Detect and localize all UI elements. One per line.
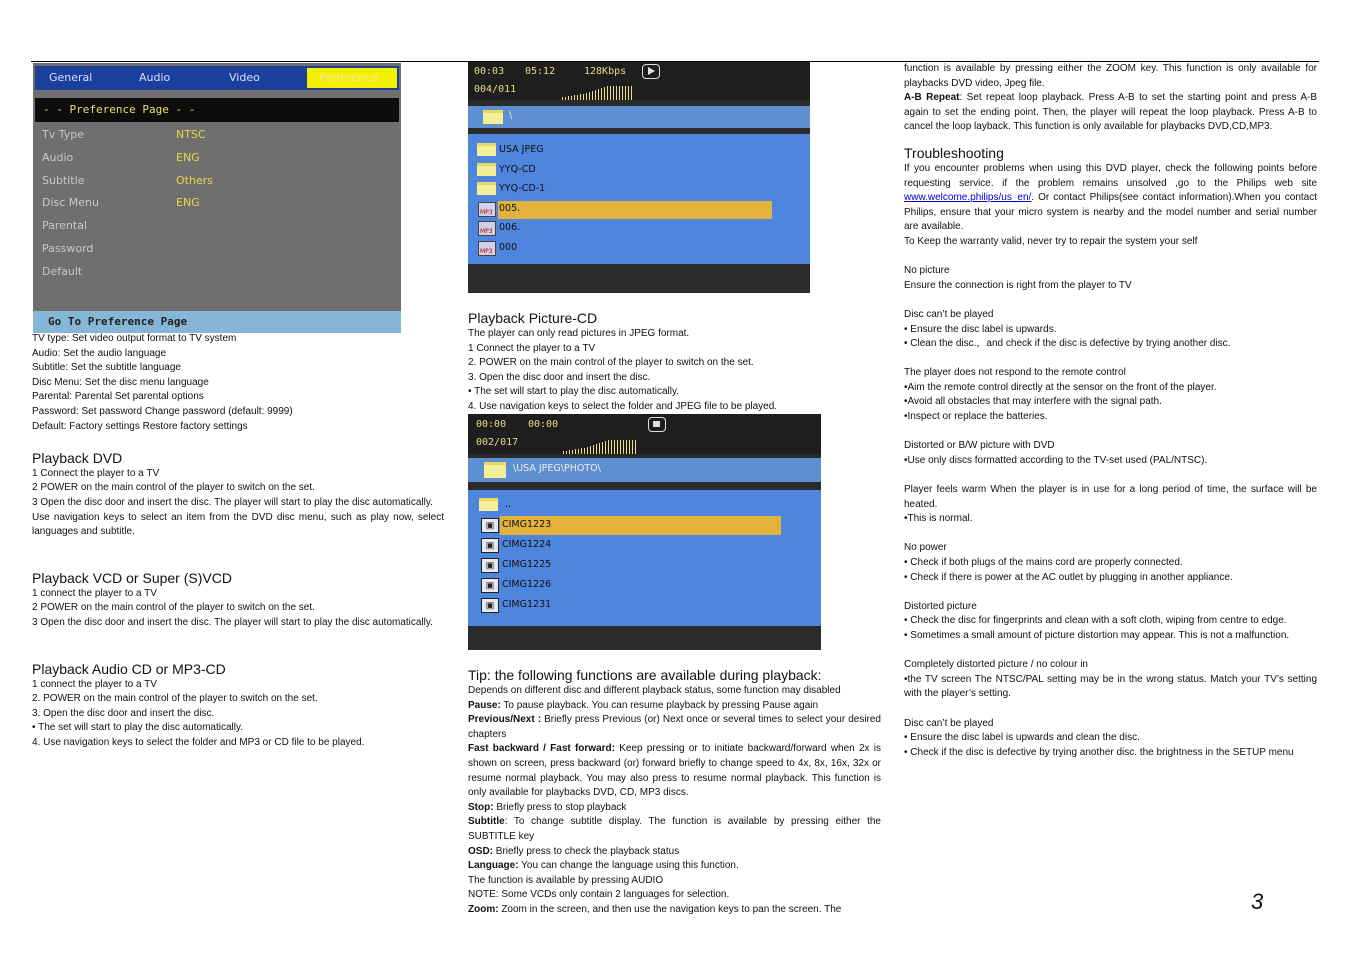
issue-heading: Completely distorted picture / no colour in bbox=[904, 659, 1088, 671]
paragraph: 2 POWER on the main control of the player to switch on the set. bbox=[32, 602, 315, 614]
paragraph: • The set will start to play the disc automatically. bbox=[468, 386, 679, 398]
term: A-B Repeat bbox=[904, 92, 960, 104]
folder-path: \ bbox=[509, 110, 513, 121]
paragraph bbox=[468, 859, 881, 874]
image-file-icon: ▣ bbox=[481, 538, 499, 553]
mp3-file-icon: MP3 bbox=[478, 241, 496, 256]
list-item[interactable]: YYQ-CD bbox=[499, 164, 536, 175]
play-icon bbox=[642, 64, 660, 79]
list-item[interactable]: 005. bbox=[499, 203, 521, 214]
paragraph: 1 Connect the player to a TV bbox=[468, 342, 596, 354]
paragraph: • Clean the disc.，and check if the disc is defective by trying another disc. bbox=[904, 338, 1231, 350]
total-time: 00:00 bbox=[528, 419, 559, 430]
folder-icon bbox=[479, 498, 498, 511]
paragraph: Player feels warm When the player is in use for a long period of time, the surface will be heated. bbox=[904, 484, 1317, 510]
definition: Briefly press to check the playback status bbox=[493, 845, 680, 857]
middle-column-bottom bbox=[468, 666, 881, 918]
term: Previous/Next : bbox=[468, 714, 542, 726]
menu-item-default[interactable]: Default bbox=[42, 265, 83, 278]
elapsed-time: 00:00 bbox=[476, 419, 507, 430]
paragraph: •Use only discs formatted according to the TV-set used (PAL/NTSC). bbox=[904, 454, 1208, 466]
paragraph: NOTE: Some VCDs only contain 2 languages for selection. bbox=[468, 889, 730, 901]
paragraph: • Ensure the disc label is upwards. bbox=[904, 323, 1057, 335]
folder-path-bar bbox=[468, 106, 810, 128]
paragraph: 4. Use navigation keys to select the folder and MP3 or CD file to be played. bbox=[32, 736, 365, 748]
tab-audio[interactable]: Audio bbox=[139, 71, 171, 84]
paragraph: •Aim the remote control directly at the sensor on the front of the player. bbox=[904, 381, 1217, 393]
playback-dvd-heading: Playback DVD bbox=[32, 449, 123, 466]
issue-heading: Distorted picture bbox=[904, 600, 977, 612]
menu-item-disc-menu[interactable]: Disc Menu bbox=[42, 196, 100, 209]
setting-desc: Disc Menu: Set the disc menu language bbox=[32, 376, 209, 388]
definition: Zoom in the screen, and then use the navigation keys to pan the screen. The bbox=[498, 903, 842, 915]
list-item[interactable]: .. bbox=[505, 499, 512, 510]
paragraph: To Keep the warranty valid, never try to repair the system your self bbox=[904, 235, 1198, 247]
paragraph: The player can only read pictures in JPEG format. bbox=[468, 328, 690, 339]
tab-preference[interactable]: Preference bbox=[307, 68, 397, 88]
paragraph: 2. POWER on the main control of the player to switch on the set. bbox=[468, 357, 754, 369]
folder-icon bbox=[484, 462, 506, 478]
paragraph: • Ensure the disc label is upwards and clean the disc. bbox=[904, 732, 1140, 744]
menu-value-audio: ENG bbox=[176, 151, 200, 164]
text: . Or contact Philips(see contact information).When you contact Philips, ensure that your micro system is nearby and the model number and serial number are available. bbox=[904, 192, 1317, 233]
playback-vcd-heading: Playback VCD or Super (S)VCD bbox=[32, 569, 232, 586]
paragraph: 4. Use navigation keys to select the folder and JPEG file to be played. bbox=[468, 400, 778, 412]
menu-item-tv-type[interactable]: Tv Type bbox=[42, 128, 84, 141]
tab-video[interactable]: Video bbox=[229, 71, 260, 84]
definition: Briefly press to stop playback bbox=[493, 801, 627, 813]
paragraph: • Sometimes a small amount of picture distortion may appear. This is not a malfunction. bbox=[904, 629, 1290, 641]
list-item[interactable]: 006. bbox=[499, 222, 521, 233]
folder-icon bbox=[483, 110, 503, 124]
mp3-file-icon: MP3 bbox=[478, 221, 496, 236]
paragraph: Depends on different disc and different playback status, some function may disabled bbox=[468, 685, 841, 696]
term: Stop: bbox=[468, 801, 494, 813]
right-column bbox=[904, 62, 1317, 760]
elapsed-time: 00:03 bbox=[474, 66, 505, 77]
picture-browser-screenshot bbox=[468, 414, 821, 650]
volume-meter-icon bbox=[562, 82, 634, 96]
issue-heading: Distorted or B/W picture with DVD bbox=[904, 440, 1055, 452]
setting-desc: Password: Set password Change password (default: 9999) bbox=[32, 405, 293, 417]
definition: : To change subtitle display. The function is available by pressing either the SUBTITLE key bbox=[468, 816, 881, 842]
track-counter: 004/011 bbox=[474, 84, 517, 95]
left-column bbox=[32, 332, 444, 750]
list-item[interactable]: CIMG1224 bbox=[502, 539, 552, 550]
paragraph: 2 POWER on the main control of the player to switch on the set. bbox=[32, 482, 315, 494]
menu-item-parental[interactable]: Parental bbox=[42, 219, 88, 232]
folder-icon bbox=[477, 163, 496, 176]
list-item[interactable]: CIMG1226 bbox=[502, 579, 552, 590]
menu-item-subtitle[interactable]: Subtitle bbox=[42, 174, 85, 187]
definition: Keep pressing or to initiate backward/forward when 2x is shown on screen, press backward (or) forward briefly to change speed to 4x, 8x, 16x, 32x or resume normal playback. You may also press to resume normal playback. This function is only available for playbacks DVD, CD, MP3 discs. bbox=[468, 743, 882, 799]
issue-heading: Disc can’t be played bbox=[904, 717, 994, 729]
image-file-icon: ▣ bbox=[481, 558, 499, 573]
folder-icon bbox=[477, 182, 496, 195]
paragraph bbox=[468, 713, 881, 742]
list-item[interactable]: CIMG1223 bbox=[502, 519, 552, 530]
folder-icon bbox=[477, 143, 496, 156]
menu-value-tv-type: NTSC bbox=[176, 128, 206, 141]
issue-heading: No picture bbox=[904, 265, 950, 277]
paragraph: •This is normal. bbox=[904, 513, 973, 525]
paragraph bbox=[468, 742, 881, 800]
issue-heading: No power bbox=[904, 542, 947, 554]
page-number: 3 bbox=[1251, 889, 1264, 914]
paragraph bbox=[904, 91, 1317, 135]
term: Fast backward / Fast forward: bbox=[468, 743, 615, 755]
paragraph: 1 connect the player to a TV bbox=[32, 587, 157, 599]
image-file-icon: ▣ bbox=[481, 578, 499, 593]
paragraph: 2. POWER on the main control of the player to switch on the set. bbox=[32, 693, 318, 705]
folder-path: \USA JPEG\PHOTO\ bbox=[513, 463, 601, 474]
playback-picture-cd-heading: Playback Picture-CD bbox=[468, 310, 598, 326]
paragraph: 3. Open the disc door and insert the disc. bbox=[468, 371, 651, 383]
track-counter: 002/017 bbox=[476, 437, 519, 448]
folder-path-bar bbox=[468, 458, 821, 482]
paragraph: 3 Open the disc door and insert the disc. The player will start to play the disc automatically. bbox=[32, 616, 433, 628]
definition: You can change the language using this function. bbox=[518, 860, 739, 872]
menu-footer-text: Go To Preference Page bbox=[48, 315, 188, 328]
paragraph: 1 Connect the player to a TV bbox=[32, 467, 160, 479]
menu-footer bbox=[33, 311, 401, 333]
volume-meter-icon bbox=[563, 436, 638, 450]
paragraph bbox=[468, 801, 881, 816]
setting-desc: Audio: Set the audio language bbox=[32, 347, 166, 359]
paragraph: •Inspect or replace the batteries. bbox=[904, 411, 1048, 423]
paragraph: •Avoid all obstacles that may interfere with the signal path. bbox=[904, 396, 1162, 408]
paragraph bbox=[904, 162, 1317, 235]
paragraph: 3. Open the disc door and insert the disc. bbox=[32, 707, 215, 719]
image-file-icon: ▣ bbox=[481, 518, 499, 533]
mp3-file-icon: MP3 bbox=[478, 202, 496, 217]
file-list bbox=[468, 490, 821, 626]
mp3-browser-screenshot bbox=[468, 62, 810, 293]
term: Subtitle bbox=[468, 816, 505, 828]
list-item[interactable]: CIMG1225 bbox=[502, 559, 552, 570]
paragraph bbox=[468, 815, 881, 844]
issue-heading: Disc can’t be played bbox=[904, 308, 994, 320]
paragraph: •the TV screen The NTSC/PAL setting may be in the wrong status. Match your TV’s setting with the player’s setting. bbox=[904, 673, 1317, 700]
setting-desc: Default: Factory settings Restore factory settings bbox=[32, 420, 248, 432]
definition: To pause playback. You can resume playback by pressing Pause again bbox=[500, 699, 819, 711]
playback-cd-heading: Playback Audio CD or MP3-CD bbox=[32, 660, 226, 677]
tip-heading: Tip: the following functions are available during playback: bbox=[468, 667, 822, 683]
tab-general[interactable]: General bbox=[49, 71, 93, 84]
list-item[interactable]: YYQ-CD-1 bbox=[499, 183, 546, 194]
term: Language: bbox=[468, 860, 519, 872]
setting-desc: Parental: Parental Set parental options bbox=[32, 391, 204, 403]
player-status-bar bbox=[468, 414, 821, 454]
player-status-bar bbox=[468, 62, 810, 100]
middle-column-top bbox=[468, 309, 882, 415]
image-file-icon: ▣ bbox=[481, 598, 499, 613]
term: Pause: bbox=[468, 699, 501, 711]
paragraph: Ensure the connection is right from the player to TV bbox=[904, 279, 1132, 291]
paragraph bbox=[468, 699, 881, 714]
paragraph: • Check the disc for fingerprints and clean with a soft cloth, wiping from centre to edge. bbox=[904, 615, 1287, 627]
paragraph: 3 Open the disc door and insert the disc. The player will start to play the disc automatically. bbox=[32, 496, 433, 508]
total-time: 05:12 bbox=[525, 66, 556, 77]
menu-page-title-text: - - Preference Page - - bbox=[43, 103, 196, 116]
menu-value-subtitle: Others bbox=[176, 174, 213, 187]
menu-item-audio[interactable]: Audio bbox=[42, 151, 74, 164]
file-list bbox=[468, 134, 810, 264]
definition: : Set repeat loop playback. Press A-B to set the starting point and press A-B again to set the ending point. Then, the player will repeat the loop playback. Press A-B to cancel the loop layback. This function is only available for playbacks DVD,CD,MP3. bbox=[904, 92, 1317, 133]
preference-menu-screenshot bbox=[33, 63, 401, 333]
list-item[interactable]: USA JPEG bbox=[499, 144, 544, 155]
paragraph: 1 connect the player to a TV bbox=[32, 678, 157, 690]
menu-tab-bar bbox=[35, 66, 399, 90]
paragraph: Use navigation keys to select an item from the DVD disc menu, such as play now, select languages and subtitle. bbox=[32, 511, 444, 538]
term: Zoom: bbox=[468, 903, 499, 915]
text: If you encounter problems when using this DVD player, check the following points before requesting service. if the problem remains unsolved ,go to the Philips web site bbox=[904, 162, 1317, 189]
term: OSD: bbox=[468, 845, 493, 857]
menu-value-disc-menu: ENG bbox=[176, 196, 200, 209]
paragraph: • Check if the disc is defective by trying another disc. the brightness in the SETUP menu bbox=[904, 746, 1294, 758]
paragraph: The function is available by pressing AUDIO bbox=[468, 874, 664, 886]
setting-desc: TV type: Set video output format to TV system bbox=[32, 333, 237, 344]
paragraph: • Check if both plugs of the mains cord are properly connected. bbox=[904, 557, 1183, 568]
paragraph bbox=[468, 845, 881, 860]
paragraph: • Check if there is power at the AC outlet by plugging in another appliance. bbox=[904, 571, 1233, 583]
paragraph: function is available by pressing either the ZOOM key. This function is only available for playbacks DVD video, Jpeg file. bbox=[904, 63, 1317, 89]
paragraph bbox=[468, 903, 881, 918]
selection-highlight bbox=[498, 201, 772, 219]
troubleshooting-heading: Troubleshooting bbox=[904, 144, 1004, 161]
list-item[interactable]: CIMG1231 bbox=[502, 599, 552, 610]
philips-support-link[interactable]: www.welcome.philips/us_en/ bbox=[904, 192, 1032, 204]
menu-page-title bbox=[35, 98, 399, 122]
issue-heading: The player does not respond to the remote control bbox=[904, 367, 1126, 379]
menu-item-password[interactable]: Password bbox=[42, 242, 94, 255]
definition: Briefly press Previous (or) Next once or several times to select your desired chapters bbox=[468, 714, 881, 740]
bitrate: 128Kbps bbox=[584, 66, 627, 77]
paragraph: • The set will start to play the disc automatically. bbox=[32, 722, 243, 734]
setting-desc: Subtitle: Set the subtitle language bbox=[32, 362, 181, 374]
list-item[interactable]: 000 bbox=[499, 242, 518, 253]
stop-icon bbox=[648, 417, 666, 432]
